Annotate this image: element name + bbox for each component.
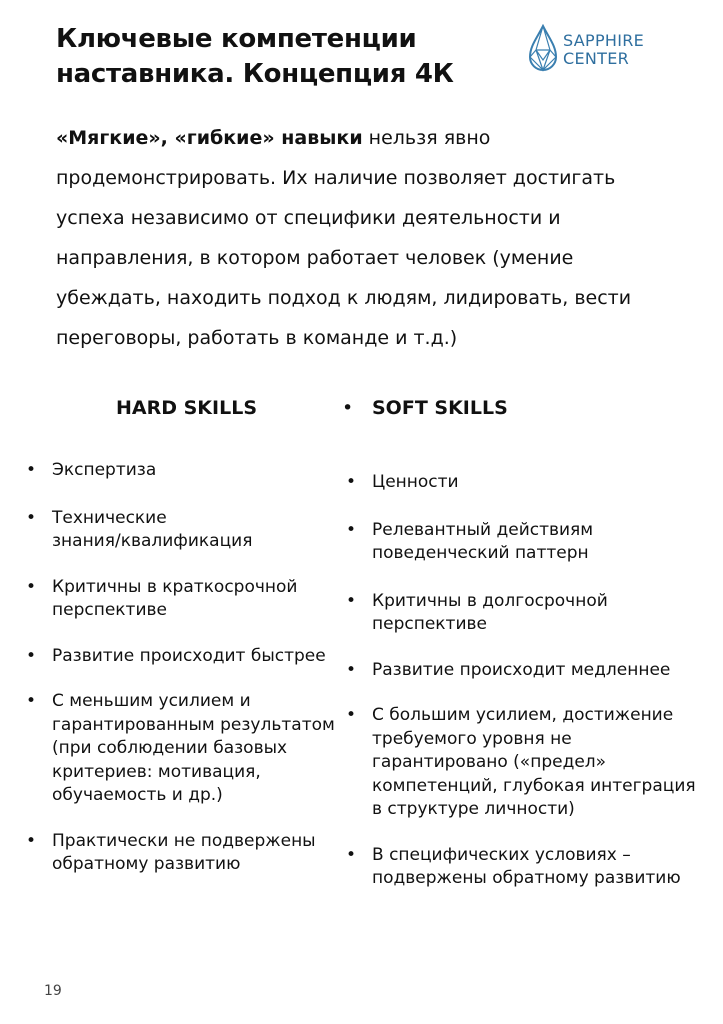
bullet: • — [26, 691, 37, 711]
bullet: • — [26, 830, 37, 851]
hard-skill-item-line: обратному развитию — [52, 854, 241, 874]
soft-skill-item-line: перспективе — [372, 614, 487, 634]
sapphire-center-logo — [527, 24, 667, 76]
bullet: • — [346, 519, 357, 540]
hard-skill-item — [26, 830, 337, 877]
soft-skill-item — [346, 844, 702, 891]
bullet: • — [346, 844, 357, 865]
soft-skill-item-line: С большим усилием, достижение — [372, 705, 674, 725]
soft-skill-item-line: компетенций, глубокая интеграция — [372, 775, 696, 796]
soft-skill-item-line: Ценности — [372, 472, 459, 492]
hard-skill-item-line: обучаемость и др.) — [52, 785, 223, 805]
bullet: • — [342, 397, 354, 419]
bullet: • — [26, 645, 37, 666]
intro-paragraph — [56, 118, 656, 358]
hard-skill-item-line: Практически не подвержены — [52, 830, 316, 851]
soft-skill-item — [346, 659, 702, 683]
hard-skill-item-line: гарантированным результатом — [52, 714, 335, 735]
bullet: • — [346, 590, 357, 611]
soft-skill-item — [346, 471, 702, 495]
hard-skill-item — [26, 459, 337, 483]
hard-skill-item-line: знания/квалификация — [52, 531, 253, 551]
soft-skill-item — [346, 704, 702, 822]
hard-skill-item-line: С меньшим усилием и — [52, 691, 251, 711]
hard-skill-item-line: перспективе — [52, 600, 167, 620]
hard-skill-item-line: Технические — [52, 507, 167, 528]
soft-skills-heading-text: SOFT SKILLS — [372, 397, 508, 419]
page-title — [56, 22, 486, 92]
soft-skill-item-line: в структуре личности) — [372, 799, 575, 819]
soft-skill-item — [346, 590, 702, 637]
bullet: • — [26, 460, 37, 480]
hard-skill-item-line: Экспертиза — [52, 460, 157, 480]
soft-skill-item-line: Развитие происходит медленнее — [372, 659, 671, 680]
intro-text: убеждать, находить подход к людям, лидировать, вести — [56, 287, 632, 309]
hard-skill-item — [26, 507, 337, 554]
intro-text: успеха независимо от специфики деятельности и — [56, 207, 561, 229]
soft-skill-item-line: подвержены обратному развитию — [372, 868, 681, 888]
bullet: • — [26, 507, 37, 528]
page-number: 19 — [44, 983, 62, 999]
soft-skill-item-line: гарантировано («предел» — [372, 752, 607, 772]
title-line: наставника. Концепция 4К — [56, 59, 454, 89]
intro-text: переговоры, работать в команде и т.д.) — [56, 327, 458, 349]
soft-skill-item-line: поведенческий паттерн — [372, 543, 589, 563]
intro-text: направления, в котором работает человек (умение — [56, 247, 574, 269]
logo-line: CENTER — [563, 49, 630, 68]
intro-text: нельзя явно — [362, 127, 491, 149]
intro-text: продемонстрировать. Их наличие позволяет достигать — [56, 167, 616, 189]
logo-text — [563, 32, 644, 68]
hard-skill-item — [26, 690, 337, 808]
hard-skills-list — [26, 459, 337, 877]
hard-skill-item — [26, 576, 337, 623]
soft-skills-list — [346, 471, 702, 891]
hard-skill-item-line: (при соблюдении базовых — [52, 738, 288, 758]
logo-line: SAPPHIRE — [563, 31, 645, 50]
soft-skill-item-line: Релевантный действиям — [372, 519, 594, 540]
bullet: • — [26, 576, 37, 597]
sapphire-gem-icon — [527, 24, 559, 74]
hard-skill-item-line: критериев: мотивация, — [52, 761, 261, 782]
bullet: • — [346, 659, 357, 680]
soft-skill-item-line: Критичны в долгосрочной — [372, 590, 608, 611]
hard-skill-item — [26, 645, 337, 669]
soft-skills-heading — [342, 396, 508, 420]
hard-skills-heading: HARD SKILLS — [116, 397, 257, 419]
bullet: • — [346, 705, 357, 725]
intro-bold-term: «Мягкие», «гибкие» навыки — [56, 127, 363, 149]
soft-skill-item — [346, 519, 702, 566]
bullet: • — [346, 472, 357, 492]
soft-skill-item-line: требуемого уровня не — [372, 728, 572, 749]
soft-skill-item-line: В специфических условиях – — [372, 844, 631, 865]
title-line: Ключевые компетенции — [56, 24, 417, 54]
hard-skill-item-line: Развитие происходит быстрее — [52, 645, 326, 666]
hard-skill-item-line: Критичны в краткосрочной — [52, 576, 298, 597]
